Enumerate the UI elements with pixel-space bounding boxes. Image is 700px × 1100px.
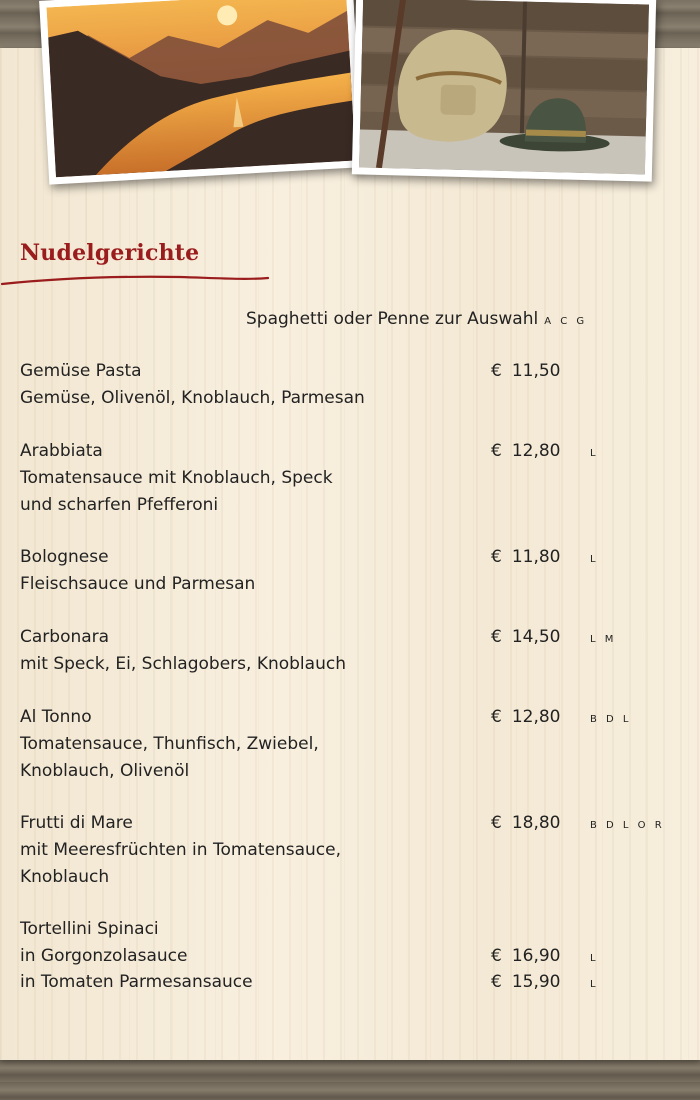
dish-allergens: L <box>590 554 599 565</box>
dish-name: Tortellini Spinaci <box>20 919 159 939</box>
photo-mountain-lake <box>39 0 363 185</box>
dish-name: Gemüse Pasta <box>20 361 142 381</box>
dish-name: Al Tonno <box>20 707 92 727</box>
dish-price: € 12,80 <box>491 707 561 727</box>
photo-backpack-hat <box>352 0 656 182</box>
dish-variant-label: in Tomaten Parmesansauce <box>20 972 253 992</box>
dish-variant-label: in Gorgonzolasauce <box>20 946 188 966</box>
dish-price: € 18,80 <box>491 813 561 833</box>
dish-variant-price: € 16,90 <box>491 946 561 966</box>
title-brush-stroke <box>0 270 270 292</box>
dish-variant-allergens: L <box>590 979 599 990</box>
dish-description: Fleischsauce und Parmesan <box>20 574 256 594</box>
dish-allergens: B D L <box>590 714 632 725</box>
wood-background-bottom <box>0 1060 700 1100</box>
backpack-hat-image <box>359 0 649 174</box>
dish-price: € 12,80 <box>491 441 561 461</box>
dish-price: € 14,50 <box>491 627 561 647</box>
dish-description: Knoblauch, Olivenöl <box>20 761 190 781</box>
dish-description: Tomatensauce, Thunfisch, Zwiebel, <box>20 734 319 754</box>
dish-variant-price: € 15,90 <box>491 972 561 992</box>
dish-price: € 11,80 <box>491 547 561 567</box>
dish-description: mit Meeresfrüchten in Tomatensauce, <box>20 840 341 860</box>
dish-allergens: L M <box>590 634 617 645</box>
dish-name: Frutti di Mare <box>20 813 133 833</box>
dish-name: Bolognese <box>20 547 109 567</box>
dish-description: und scharfen Pfefferoni <box>20 495 219 515</box>
dish-name: Carbonara <box>20 627 110 647</box>
dish-description: Gemüse, Olivenöl, Knoblauch, Parmesan <box>20 388 365 408</box>
dish-variant-allergens: L <box>590 953 599 964</box>
section-title: Nudelgerichte <box>20 240 200 266</box>
dish-description: Knoblauch <box>20 867 110 887</box>
dish-description: Tomatensauce mit Knoblauch, Speck <box>20 468 333 488</box>
dish-name: Arabbiata <box>20 441 103 461</box>
mountain-lake-image <box>46 0 355 177</box>
pasta-choice-text: Spaghetti oder Penne zur Auswahl <box>246 309 539 329</box>
dish-allergens: L <box>590 448 599 459</box>
dish-price: € 11,50 <box>491 361 561 381</box>
dish-allergens: B D L O R <box>590 820 665 831</box>
dish-description: mit Speck, Ei, Schlagobers, Knoblauch <box>20 654 346 674</box>
pasta-choice-note <box>246 309 587 329</box>
pasta-choice-allergens: A C G <box>544 316 588 327</box>
